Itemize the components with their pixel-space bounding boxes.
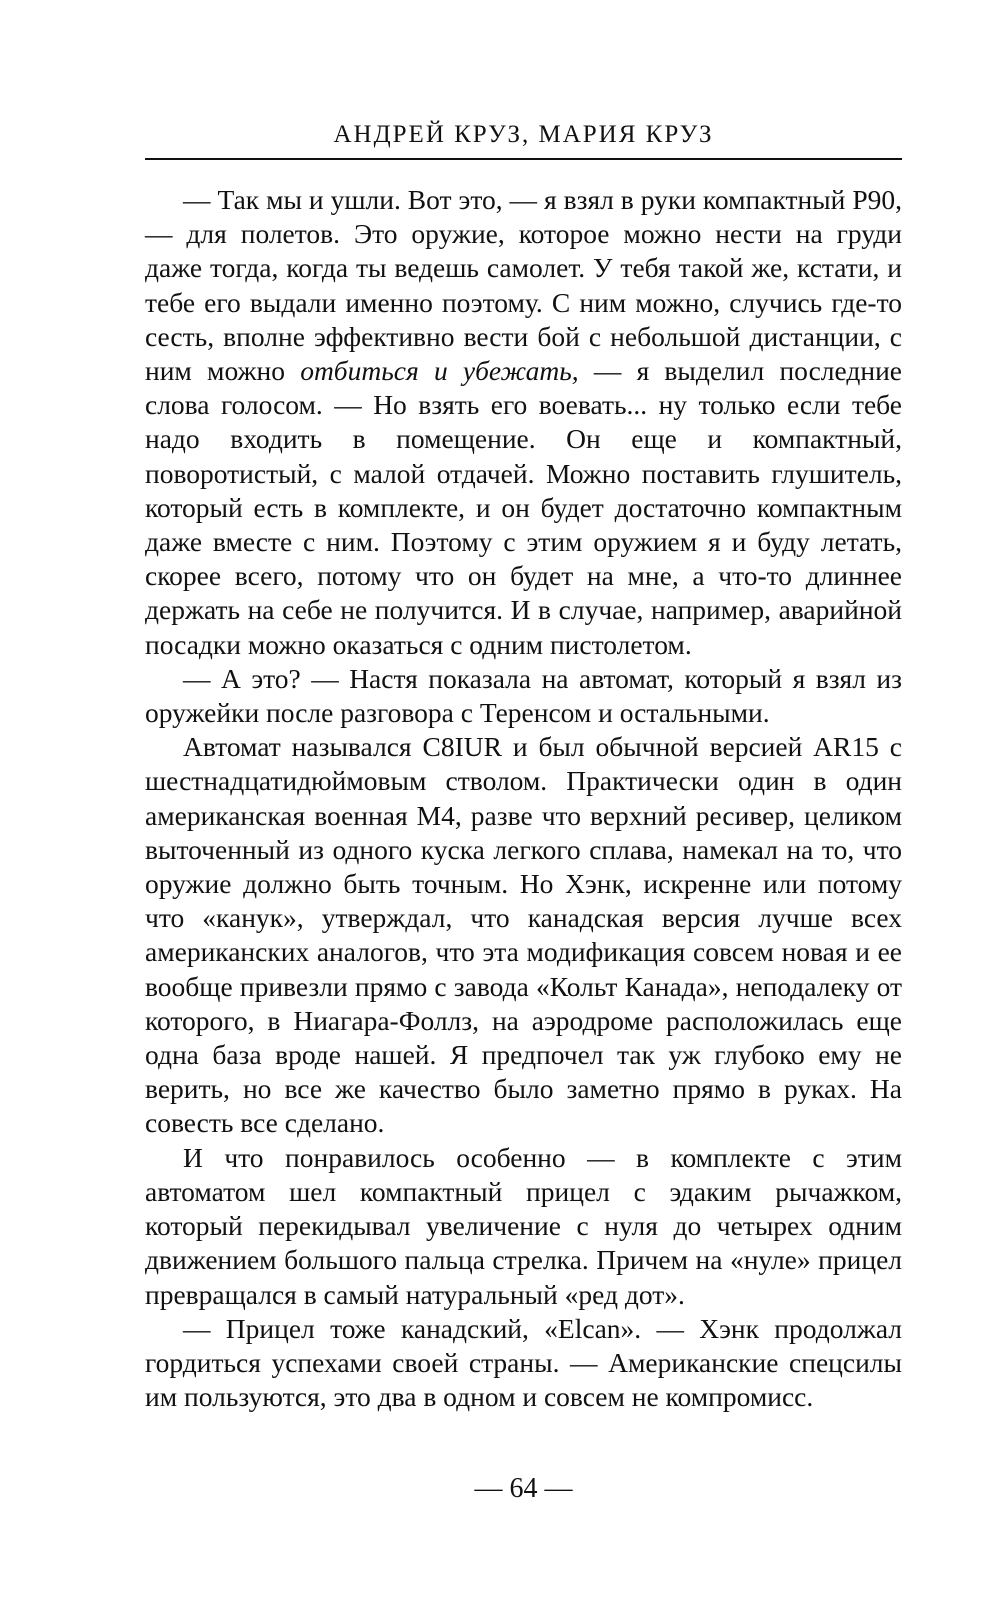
- paragraph: И что понравилось особенно — в комплекте с этим автоматом шел компактный прицел с эдаким рычажком, который перекидывал увеличение с нуля до четырех одним движением большого пальца стрелка. Причем на «нуле» прицел превращался в самый натуральный «ред дот».: [145, 1141, 902, 1310]
- paragraph: — Прицел тоже канадский, «Elcan». — Хэнк продолжал гордиться успехами своей страны. — Американские спецсилы им пользуются, это два в одном и совсем не компромисс.: [145, 1312, 902, 1413]
- paragraph: — А это? — Настя показала на автомат, который я взял из оружейки после разговора с Теренсом и остальными.: [145, 662, 902, 729]
- text-body: [145, 183, 902, 1414]
- page-number: — 64 —: [474, 1473, 573, 1504]
- italic-emphasis: отбиться и убежать,: [300, 355, 579, 387]
- paragraph: [145, 183, 902, 662]
- header-rule: [145, 158, 902, 160]
- paragraph-text: — Так мы и ушли. Вот это, — я взял в руки компактный P90, — для полетов. Это оружие, которое можно нести на груди даже тогда, когда ты ведешь самолет. У тебя такой же, кстати, и тебе его выдали именно поэтому. С ним можно, случись где-то сесть, вполне эффективно вести бой с небольшой дистанции, с ним можно: [145, 184, 902, 387]
- running-head: АНДРЕЙ КРУЗ, МАРИЯ КРУЗ: [333, 121, 714, 148]
- paragraph-text: — я выделил последние слова голосом. — Но взять его воевать... ну только если тебе надо входить в помещение. Он еще и компактный, поворотистый, с малой отдачей. Можно поставить глушитель, который есть в комплекте, и он будет достаточно компактным даже вместе с ним. Поэтому с этим оружием я и буду летать, скорее всего, потому что он будет на мне, а что-то длиннее держать на себе не получится. И в случае, например, аварийной посадки можно оказаться с одним пистолетом.: [145, 355, 903, 660]
- paragraph: Автомат назывался C8IUR и был обычной версией AR15 с шестнадцатидюймовым стволом. Практически один в один американская военная М4, разве что верхний ресивер, целиком выточенный из одного куска легкого сплава, намекал на то, что оружие должно быть точным. Но Хэнк, искренне или потому что «канук», утверждал, что канадская версия лучше всех американских аналогов, что эта модификация совсем новая и ее вообще привезли прямо с завода «Кольт Канада», неподалеку от которого, в Ниагара-Фоллз, на аэродроме расположилась еще одна база вроде нашей. Я предпочел так уж глубоко ему не верить, но все же качество было заметно прямо в руках. На совесть все сделано.: [145, 731, 902, 1139]
